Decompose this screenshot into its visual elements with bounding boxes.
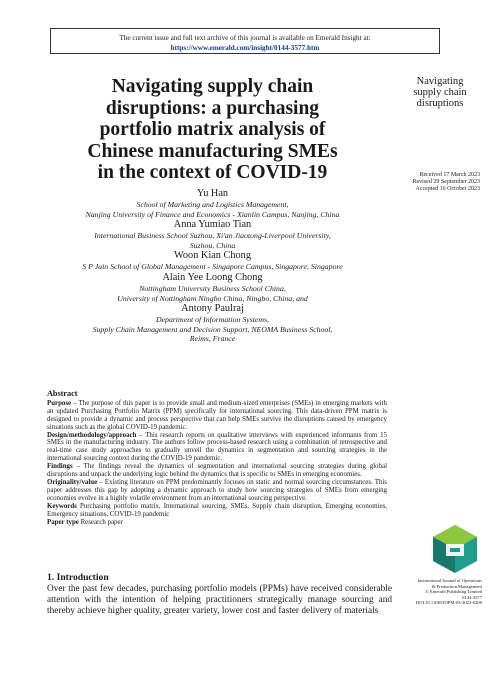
findings-label: Findings [47,463,73,471]
paper-type [47,519,387,527]
publisher: © Emerald Publishing Limited [425,589,482,595]
abstract-originality [47,479,387,503]
author-affiliation: Department of Information Systems, [155,315,270,325]
keywords-text: Purchasing portfolio matrix, International sourcing, SMEs, Supply chain disruption, Emerging economies, Emergency situations, COVID-19 pandemic [47,502,387,518]
originality-label: Originality/value [47,478,98,486]
journal-name: & Production Management [431,583,482,589]
revised-date: Revised 29 September 2023 [412,179,480,186]
article-title [40,76,385,184]
findings-text: – The findings reveal the dynamics of segmentation and international sourcing strategies during global disruptions and unpack the underlying logic behind the dynamics that is specific to SMEs in emerging economies. [47,463,387,479]
author-affiliation: Reims, France [189,334,236,344]
abstract-design [47,432,387,464]
title-line: disruptions: a purchasing [105,97,320,119]
abstract-section [47,390,387,526]
introduction-section [47,572,392,617]
keywords [47,503,387,519]
author-name: Antony Paulraj [181,303,244,315]
author-affiliation: School of Marketing and Logistics Management, [136,200,289,209]
author-block [40,188,385,344]
running-title-line: disruptions [416,98,464,109]
author-affiliation: International Business School Suzhou, Xi'an Jiaotong-Liverpool University, [94,231,331,241]
accepted-date: Accepted 16 October 2023 [415,186,480,193]
doi: DOI 10.1108/IJOPM-03-2023-0200 [415,600,482,606]
running-title-line: supply chain [413,87,467,98]
title-line: Navigating supply chain [111,76,314,97]
author-name: Yu Han [196,188,229,199]
keywords-label: Keywords [47,502,77,510]
author-affiliation: Nottingham University Business School China, [139,283,286,293]
author-affiliation: Nanjing University of Finance and Economics - Xianlin Campus, Nanjing, China [85,209,340,219]
author-affiliation: University of Nottingham Ningbo China, Ningbo, China, and [117,293,308,303]
introduction-text: Over the past few decades, purchasing portfolio models (PPMs) have received considerable attention with the intention of helping practitioners strategically manage sourcing and thereby achieve higher quality, greater variety, lower cost and faster delivery of materials [47,584,392,616]
notice-text: The current issue and full text archive of this journal is available on Emerald Insight at: [119,34,371,42]
author-affiliation: Suzhou, China [189,240,236,250]
author-name: Anna Yumiao Tian [173,219,252,231]
author-name: Alain Yee Loong Chong [162,271,263,283]
title-line: in the context of COVID-19 [97,162,328,183]
author-name: Woon Kian Chong [174,250,251,262]
author-affiliation: S P Jain School of Global Management - Singapore Campus, Singapore, Singapore [82,262,343,272]
author-affiliation: Supply Chain Management and Decision Support, NEOMA Business School, [92,324,333,334]
purpose-text: – The purpose of this paper is to provide small and medium-sized enterprises (SMEs) in emerging markets with an updated Purchasing Portfolio Matrix (PPM) specifically for international sourcing. This data-driven PPM matrix is designed to provide a dynamic and process perspective that can help SMEs survive the disruptions caused by emergency situations such as the global COVID-19 pandemic. [47,399,387,431]
issn: 0144-3577 [462,594,482,600]
paper-type-label: Paper type [47,518,79,526]
paper-type-text: Research paper [78,518,123,526]
article-dates [392,172,480,194]
abstract-heading: Abstract [47,389,78,398]
running-title-line: Navigating [416,76,464,87]
journal-name: International Journal of Operations [417,578,482,583]
originality-text: – Existing literature on PPM predominantly focuses on static and normal sourcing circumstances. This paper addresses this gap by adopting a dynamic approach to study how sourcing strategies of SMEs from emerging economies evolve in a highly volatile environment from an international sourcing perspective. [47,478,387,502]
journal-info [392,578,482,606]
journal-logo-icon [432,524,478,574]
journal-url-link[interactable]: https://www.emerald.com/insight/0144-3577.htm [170,44,320,52]
design-label: Design/methodology/approach [47,431,137,439]
abstract-findings [47,463,387,479]
introduction-heading: 1. Introduction [47,572,109,583]
title-line: Chinese manufacturing SMEs [87,140,338,162]
purpose-label: Purpose [47,399,72,407]
running-title [400,76,480,109]
journal-access-notice [50,28,440,54]
design-text: – This research reports on qualitative interviews with experienced informants from 15 SMEs in the manufacturing industry. The authors follow process-based research using a combination of retrospective and real-time case study approaches to gradually unveil the dynamics in segmentation and sourcing strategies in the international sourcing context during the COVID-19 pandemic. [47,431,387,463]
abstract-purpose [47,400,387,432]
title-line: portfolio matrix analysis of [99,119,326,140]
received-date: Received 17 March 2023 [419,172,480,178]
